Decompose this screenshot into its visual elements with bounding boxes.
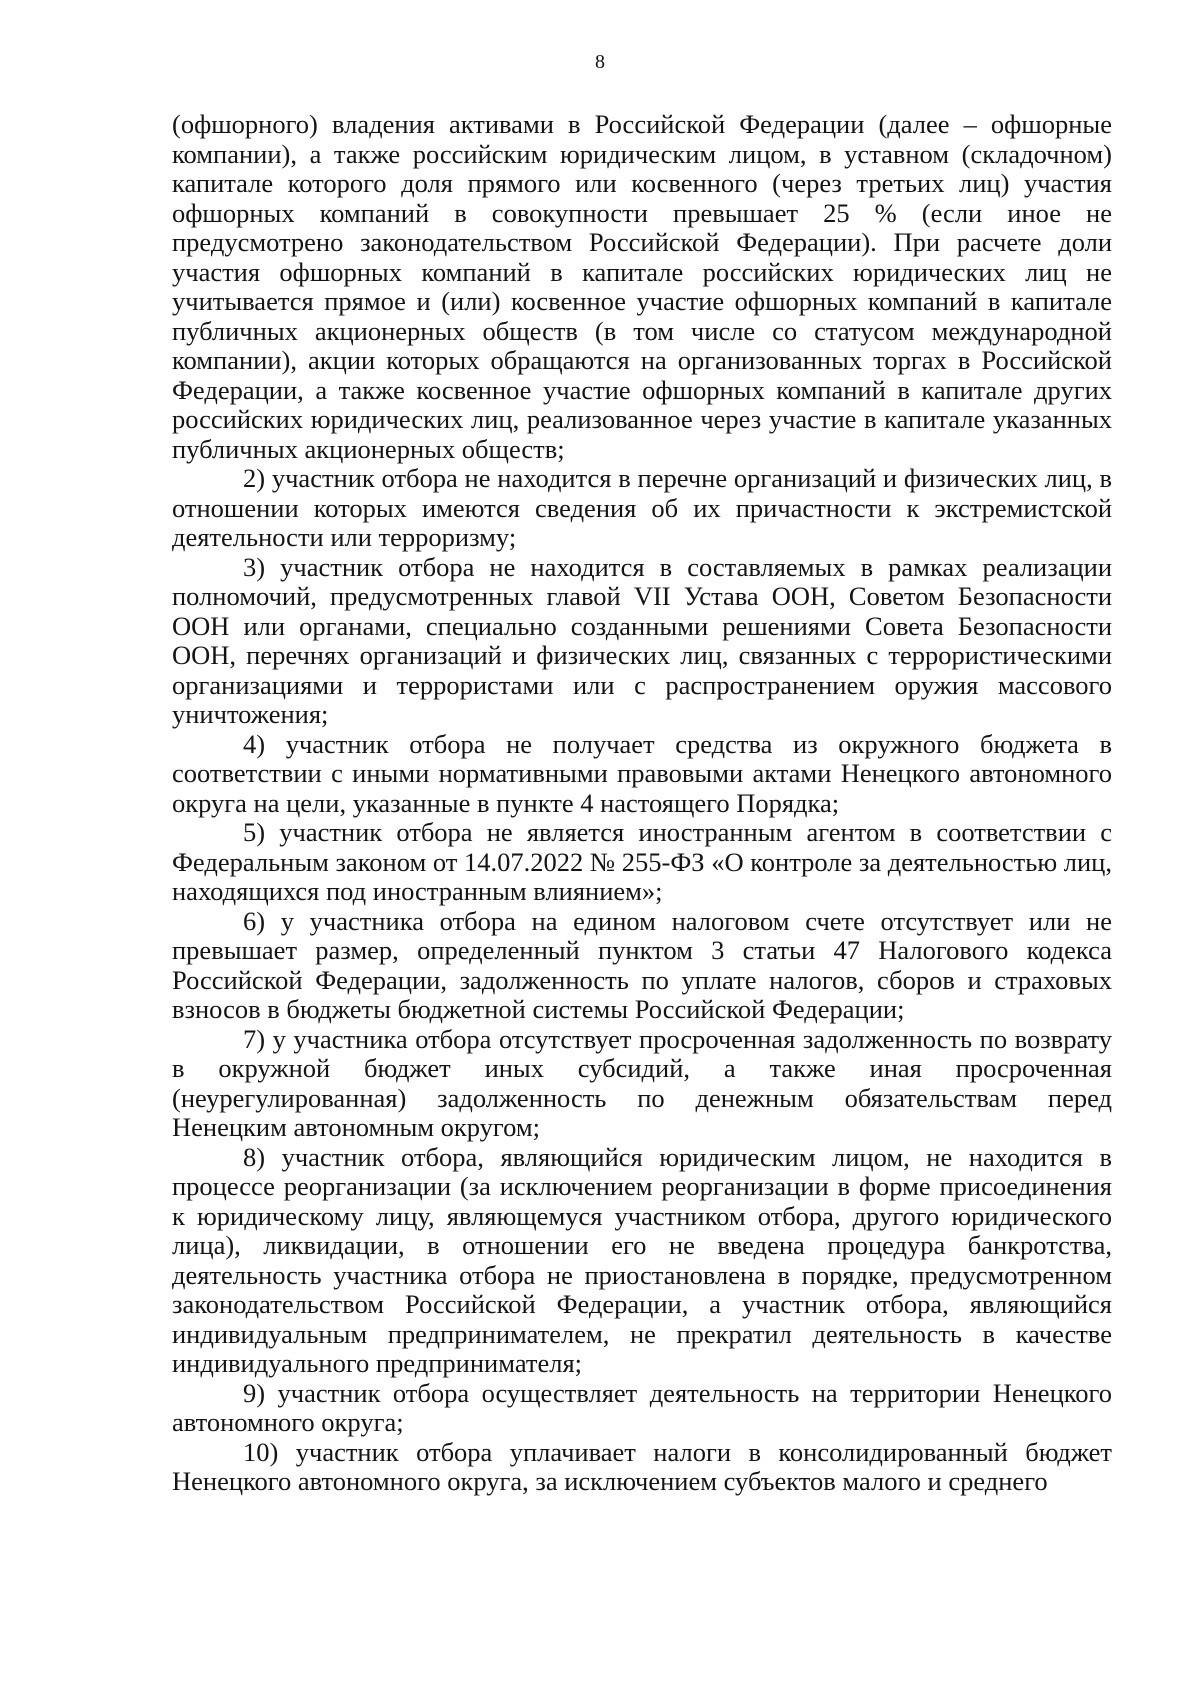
paragraph-item-2: 2) участник отбора не находится в перечне организаций и физических лиц, в отношении которых имеются сведения об их причастности к экстремистской деятельности или терроризму;: [172, 463, 1112, 552]
paragraph-item-10: 10) участник отбора уплачивает налоги в консолидированный бюджет Ненецкого автономного округа, за исключением субъектов малого и среднего: [172, 1436, 1112, 1496]
document-body: [172, 110, 1112, 1497]
paragraph-item-9: 9) участник отбора осуществляет деятельность на территории Ненецкого автономного округа;: [172, 1377, 1112, 1437]
paragraph-item-7: 7) у участника отбора отсутствует просроченная задолженность по возврату в окружной бюджет иных субсидий, а также иная просроченная (неурегулированная) задолженность по денежным обязательствам перед Ненецким автономным округом;: [172, 1023, 1112, 1142]
paragraph-item-5: 5) участник отбора не является иностранным агентом в соответствии с Федеральным законом от 14.07.2022 № 255-ФЗ «О контроле за деятельностью лиц, находящихся под иностранным влиянием»;: [172, 817, 1112, 906]
page-number: 8: [595, 51, 605, 73]
paragraph-item-6: 6) у участника отбора на едином налоговом счете отсутствует или не превышает размер, определенный пунктом 3 статьи 47 Налогового кодекса Российской Федерации, задолженность по уплате налогов, сборов и страховых взносов в бюджеты бюджетной системы Российской Федерации;: [172, 905, 1112, 1024]
paragraph-item-3: 3) участник отбора не находится в составляемых в рамках реализации полномочий, предусмотренных главой VII Устава ООН, Советом Безопасности ООН или органами, специально созданными решениями Совета Безопасности ООН, перечнях организаций и физических лиц, связанных с террористическими организациями и террористами или с распространением оружия массового уничтожения;: [172, 551, 1112, 729]
paragraph-item-4: 4) участник отбора не получает средства из окружного бюджета в соответствии с иными нормативными правовыми актами Ненецкого автономного округа на цели, указанные в пункте 4 настоящего Порядка;: [172, 728, 1112, 818]
paragraph-continuation: (офшорного) владения активами в Российской Федерации (далее – офшорные компании), а также российским юридическим лицом, в уставном (складочном) капитале которого доля прямого или косвенного (через третьих лиц) участия офшорных компаний в совокупности превышает 25 % (если иное не предусмотрено законодательством Российской Федерации). При расчете доли участия офшорных компаний в капитале российских юридических лиц не учитывается прямое и (или) косвенное участие офшорных компаний в капитале публичных акционерных обществ (в том числе со статусом международной компании), акции которых обращаются на организованных торгах в Российской Федерации, а также косвенное участие офшорных компаний в капитале других российских юридических лиц, реализованное через участие в капитале указанных публичных акционерных обществ;: [172, 109, 1112, 464]
paragraph-item-8: 8) участник отбора, являющийся юридическим лицом, не находится в процессе реорганизации (за исключением реорганизации в форме присоединения к юридическому лицу, являющемуся участником отбора, другого юридического лица), ликвидации, в отношении его не введена процедура банкротства, деятельность участника отбора не приостановлена в порядке, предусмотренном законодательством Российской Федерации, а участник отбора, являющийся индивидуальным предпринимателем, не прекратил деятельность в качестве индивидуального предпринимателя;: [172, 1141, 1112, 1378]
